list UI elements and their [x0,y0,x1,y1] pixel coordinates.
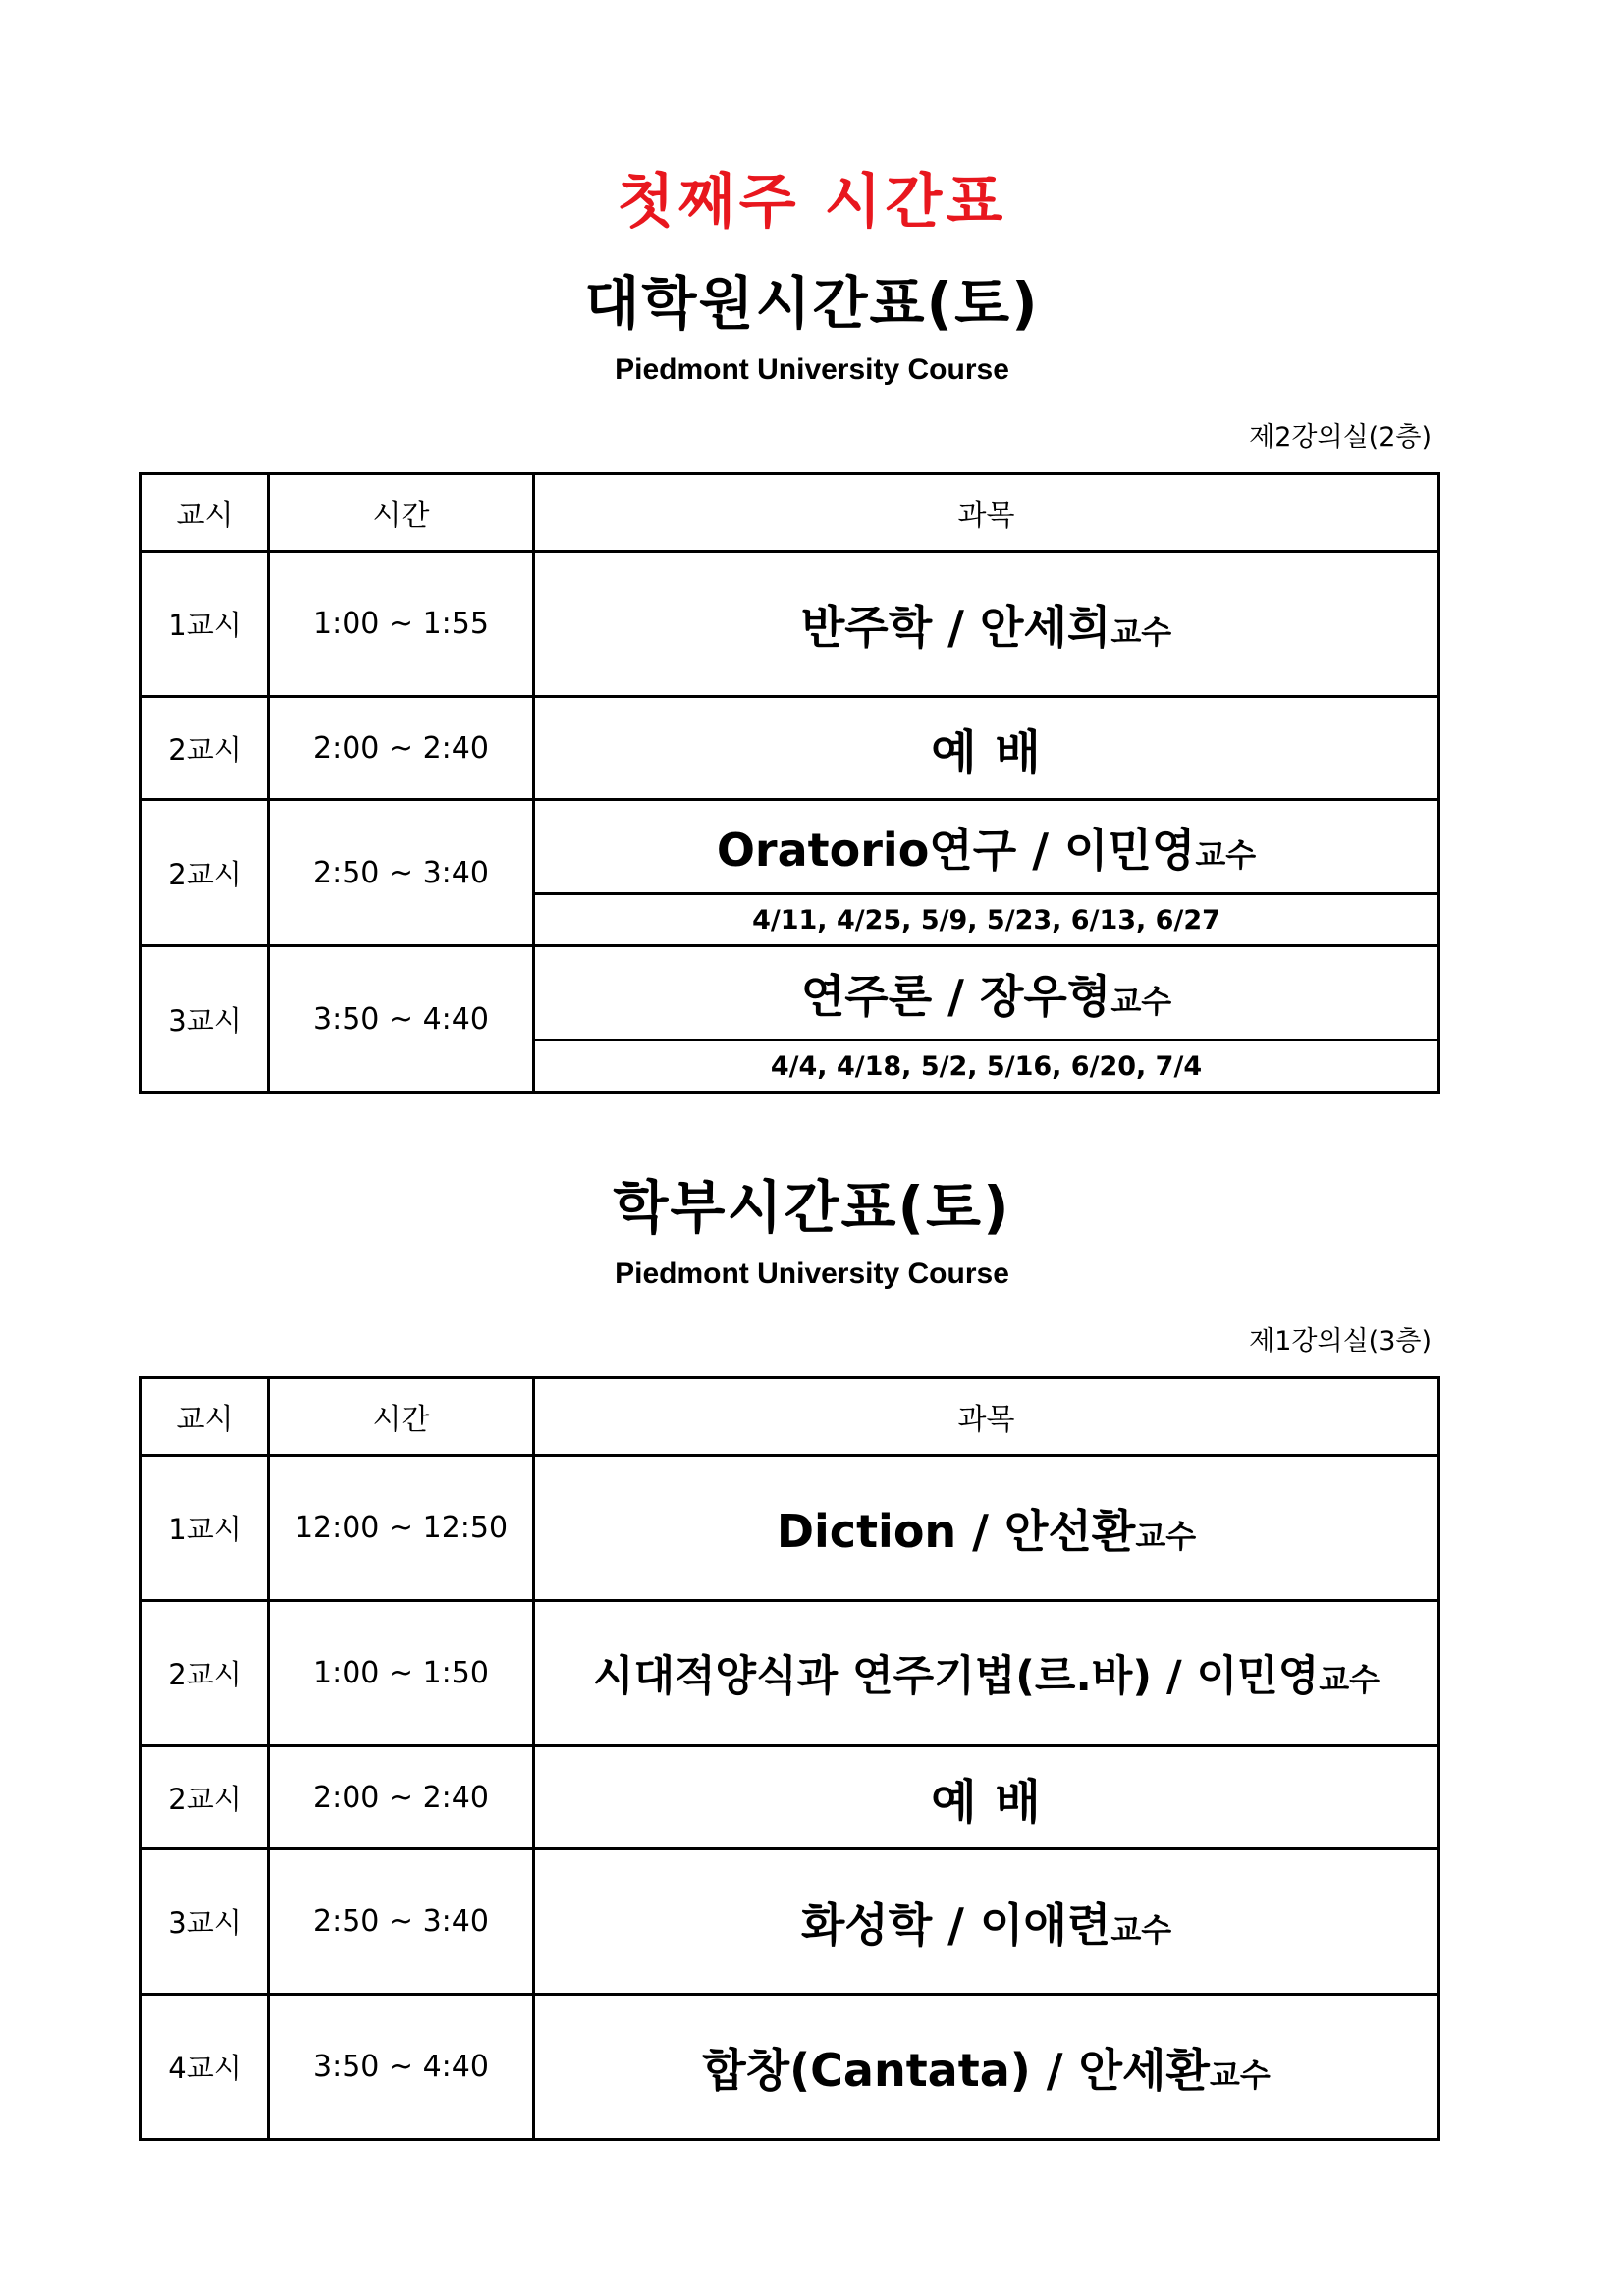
row-period: 2교시 [141,800,269,946]
professor-suffix: 교수 [1135,1517,1197,1555]
row-time: 12:00 ~ 12:50 [269,1456,534,1601]
graduate-room: 제2강의실(2층) [1249,422,1432,453]
row-period: 2교시 [141,1601,269,1746]
table-row [141,1746,1439,1849]
row-time: 1:00 ~ 1:55 [269,552,534,697]
row-time: 2:50 ~ 3:40 [269,800,534,946]
row-subject: 예 배 [534,1746,1439,1849]
row-subject [534,1995,1439,2140]
row-subject [534,552,1439,697]
professor-suffix: 교수 [1110,982,1172,1020]
row-time: 3:50 ~ 4:40 [269,946,534,1093]
row-period: 4교시 [141,1995,269,2140]
graduate-subtitle: Piedmont University Course [615,353,1009,386]
row-subject [534,800,1439,894]
professor-suffix: 교수 [1209,2056,1271,2094]
table-row [141,552,1439,697]
subject-text: 연주론 / 장우형 [800,969,1111,1023]
header-subject: 과목 [534,1378,1439,1456]
row-dates: 4/11, 4/25, 5/9, 5/23, 6/13, 6/27 [534,894,1439,946]
subject-text: 화성학 / 이애련 [800,1897,1111,1951]
row-time: 1:00 ~ 1:50 [269,1601,534,1746]
table-row [141,1601,1439,1746]
header-period: 교시 [141,474,269,552]
undergrad-subtitle: Piedmont University Course [615,1257,1009,1290]
row-subject: 예 배 [534,697,1439,800]
professor-suffix: 교수 [1110,613,1172,651]
professor-suffix: 교수 [1110,1910,1172,1949]
professor-suffix: 교수 [1195,835,1257,874]
table-row [141,1849,1439,1995]
row-period: 2교시 [141,1746,269,1849]
row-dates: 4/4, 4/18, 5/2, 5/16, 6/20, 7/4 [534,1041,1439,1093]
header-time: 시간 [269,474,534,552]
subject-text: Oratorio연구 / 이민영 [716,823,1196,877]
graduate-schedule-table [139,472,1440,1094]
row-time: 2:00 ~ 2:40 [269,1746,534,1849]
row-subject [534,1456,1439,1601]
row-subject [534,1849,1439,1995]
undergrad-title: 학부시간표(토) [613,1174,1011,1241]
table-row [141,1456,1439,1601]
row-period: 3교시 [141,1849,269,1995]
subject-text: 시대적양식과 연주기법(르.바) / 이민영 [592,1652,1320,1701]
subject-text: Diction / 안선환 [776,1504,1136,1558]
graduate-title: 대학원시간표(토) [584,270,1040,337]
table-row [141,946,1439,1041]
table-row [141,697,1439,800]
table-header-row [141,474,1439,552]
undergrad-schedule-table [139,1376,1440,2141]
header-period: 교시 [141,1378,269,1456]
row-time: 2:00 ~ 2:40 [269,697,534,800]
row-subject [534,1601,1439,1746]
row-period: 1교시 [141,1456,269,1601]
table-header-row [141,1378,1439,1456]
undergrad-room: 제1강의실(3층) [1249,1326,1432,1357]
row-time: 2:50 ~ 3:40 [269,1849,534,1995]
row-time: 3:50 ~ 4:40 [269,1995,534,2140]
row-period: 3교시 [141,946,269,1093]
professor-suffix: 교수 [1319,1661,1380,1698]
header-time: 시간 [269,1378,534,1456]
row-period: 1교시 [141,552,269,697]
subject-text: 합창(Cantata) / 안세환 [702,2043,1210,2097]
table-row [141,800,1439,894]
week-title: 첫째주 시간표 [617,168,1007,237]
row-period: 2교시 [141,697,269,800]
subject-text: 반주학 / 안세희 [800,600,1111,654]
table-row [141,1995,1439,2140]
header-subject: 과목 [534,474,1439,552]
row-subject [534,946,1439,1041]
